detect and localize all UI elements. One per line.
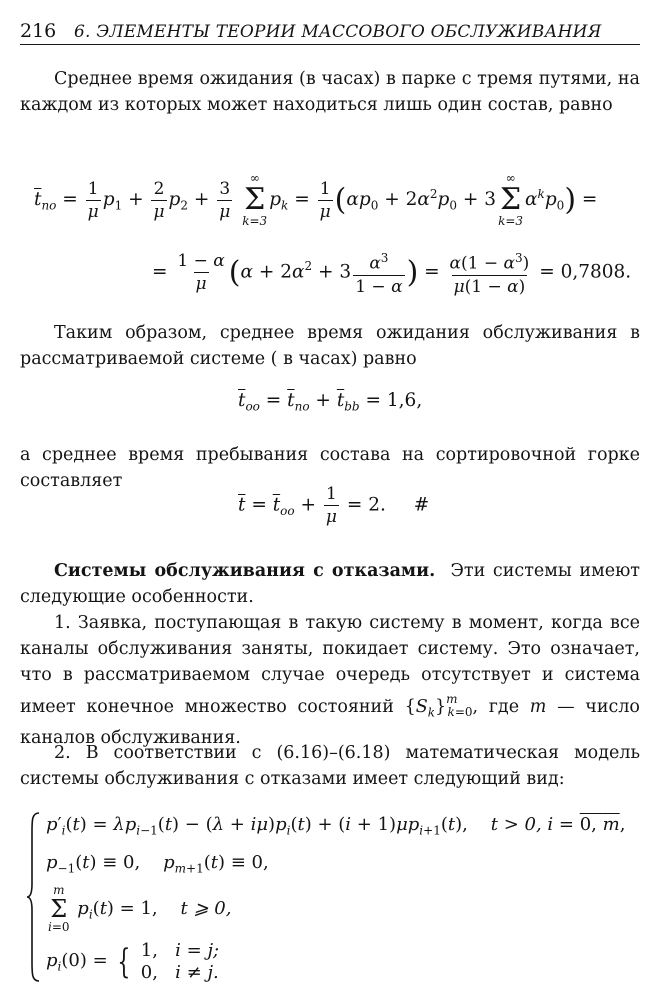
- paragraph-text: а среднее время пребывания состава на сортировочной горке составляет: [20, 445, 640, 491]
- end-of-example-mark: #: [413, 494, 430, 516]
- equation-waiting-time-line1: $\overline{t}_{по}$ = $\frac{1}{\mu}$ $p_1$ + $\frac{2}{\mu}$ $p_2$ + $\frac{3}{\mu}$ ∞ Σ k=3 $p_k$ = $\frac{1}{\mu}$ ($\alpha p_0 + 2\alpha^2p_0 + 3$ ∞ Σ k=3 $\alpha^kp_0$) =: [34, 171, 598, 228]
- page-number: 216: [20, 20, 57, 42]
- paragraph-text: Эти системы имеют следующие особенности.: [20, 561, 640, 607]
- paragraph-text: Таким образом, среднее время ожидания обслуживания в рассматриваемой системе ( в часах) равно: [20, 323, 640, 369]
- system-line-2: $p_{-1}(t) \equiv 0$, $p_{m+1}(t) \equiv 0$,: [46, 852, 269, 876]
- equation-total-wait: $\overline{t}_{oo} = \overline{t}_{no} + \overline{t}_{bb} = 1,6$,: [238, 390, 423, 414]
- left-brace: [26, 812, 40, 982]
- running-header: [20, 18, 640, 45]
- section-heading: Системы обслуживания с отказами.: [54, 561, 436, 581]
- paragraph-waiting-time: [20, 66, 640, 118]
- paragraph-item-2: [20, 740, 640, 792]
- paragraph-text: 1. Заявка, поступающая в такую систему в момент, когда все каналы обслуживания заняты, покидает систему. Это означает, что в рассматриваемом случае очередь отсутствует и система имеет конечное множество состояний: [20, 613, 640, 717]
- equation-waiting-time-line2: = $\frac{1 - \alpha}{\mu}$ ($\alpha + 2\alpha^2 + 3$ $\frac{\alpha^3}{1 - \alpha}$ ) = $\frac{\alpha(1 - \alpha^3)}{\mu(1 - \alpha)}$ = 0,7808.: [152, 250, 632, 297]
- paragraph-text: 2. В соответствии с (6.16)–(6.18) математическая модель системы обслуживания с отказами имеет следующий вид:: [20, 743, 640, 789]
- system-line-4: $p_i(0)$ = { 1, i = j; 0, i ≠ j.: [46, 940, 220, 983]
- paragraph-item-1: 1. Заявка, поступающая в такую систему в момент, когда все каналы обслуживания заняты, покидает систему. Это означает, что в рассматриваемом случае очередь отсутствует и система имеет конечное множество состояний $\{S_k\}^m_{k=0}$, где m — число каналов обслуживания.: [20, 613, 640, 749]
- running-title: 6. ЭЛЕМЕНТЫ ТЕОРИИ МАССОВОГО ОБСЛУЖИВАНИЯ: [74, 22, 602, 42]
- equation-stay-time: $\overline{t} = \overline{t}_{oo}$ + $\frac{1}{\mu}$ = 2. #: [238, 484, 430, 527]
- paragraph-text: — число каналов обслуживания.: [20, 696, 640, 749]
- paragraph-refusal-systems: [20, 558, 640, 610]
- paragraph-text: Среднее время ожидания (в часах) в парке с тремя путями, на каждом из которых может находиться лишь один состав, равно: [20, 69, 640, 115]
- system-line-1: $p'_i(t) = \lambda p_{i-1}(t) - (\lambda + i\mu)p_i(t) + (i + 1)\mu p_{i+1}(t)$, t > 0, i = 0, m,: [46, 814, 626, 838]
- system-line-3: m Σ i=0 $p_i(t) = 1$, t ⩾ 0,: [48, 883, 232, 934]
- result-value: = 0,7808.: [539, 261, 632, 283]
- paragraph-total-wait: [20, 320, 640, 372]
